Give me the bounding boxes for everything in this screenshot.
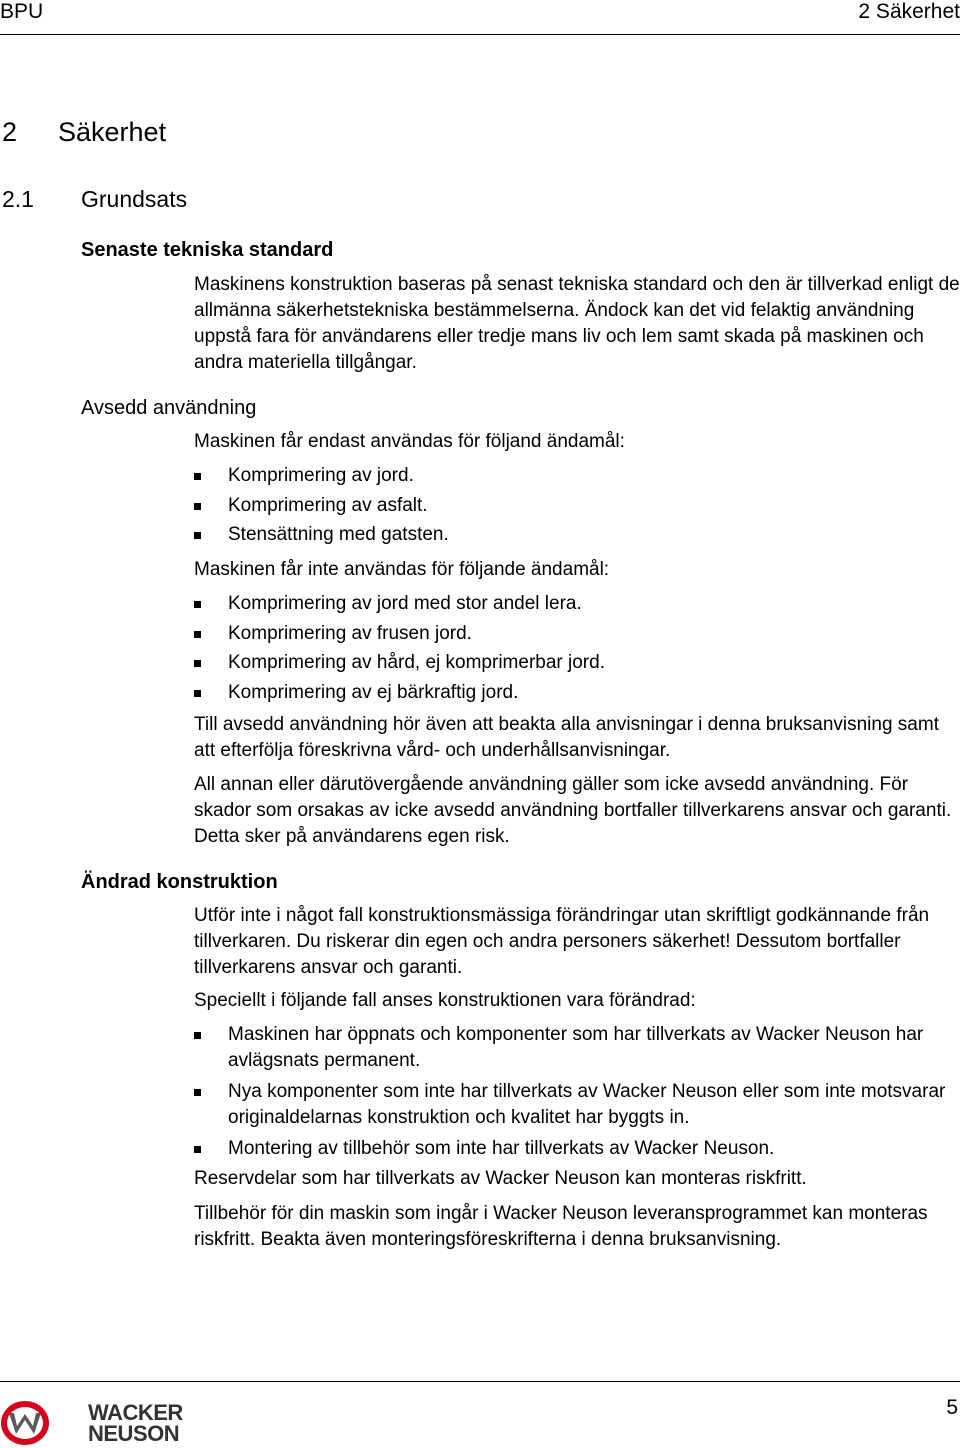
list-item: Nya komponenter som inte har tillverkats av Wacker Neuson eller som inte motsvarar originaldelarnas konstruktion och kvalitet har byggts in.: [194, 1079, 960, 1131]
heading-state-of-art: Senaste tekniska standard: [81, 239, 334, 261]
bullet-square-icon: [194, 1146, 201, 1153]
modification-para-3: Tillbehör för din maskin som ingår i Wacker Neuson leveransprogrammet kan monteras riskfritt. Beakta även monteringsföreskrifterna i denna bruksanvisning.: [194, 1203, 928, 1250]
heading-intended-use: Avsedd användning: [81, 397, 257, 419]
state-of-art-body: Maskinens konstruktion baseras på senast tekniska standard och den är tillverkad enligt de allmänna säkerhetstekniska bestämmelserna. Ändock kan det vid felaktig användning uppstå fara för användarens eller tredje mans liv och lem samt skada på maskinen och andra materiella tillgångar.: [194, 274, 960, 373]
list-item: Maskinen har öppnats och komponenter som har tillverkats av Wacker Neuson har avlägsnats permanent.: [194, 1022, 960, 1074]
intended-use-para-1: Till avsedd användning hör även att beakta alla anvisningar i denna bruksanvisning samt att efterfölja föreskrivna vård- och underhållsanvisningar.: [194, 714, 939, 761]
bullet-square-icon: [194, 503, 201, 510]
chapter-title: [2, 114, 166, 150]
section-text: Grundsats: [81, 186, 188, 212]
list-item: Komprimering av ej bärkraftig jord.: [194, 678, 960, 708]
modification-para-1: Utför inte i något fall konstruktionsmässiga förändringar utan skriftligt godkännande från tillverkaren. Du riskerar din egen och andra personers säkerhet! Dessutom bortfaller tillverkarens ansvar och garanti.: [194, 905, 930, 978]
bullet-square-icon: [194, 532, 201, 539]
wacker-neuson-w-logo-icon: [0, 1400, 50, 1446]
forbidden-intro: Maskinen får inte användas för följande ändamål:: [194, 559, 610, 580]
header-doc-code: BPU: [0, 0, 44, 23]
list-item: Komprimering av hård, ej komprimerbar jord.: [194, 648, 960, 678]
allowed-intro: Maskinen får endast användas för följand ändamål:: [194, 431, 625, 452]
bullet-square-icon: [194, 601, 201, 608]
bullet-square-icon: [194, 1032, 201, 1039]
modification-case-list: [194, 1022, 960, 1167]
bullet-square-icon: [194, 690, 201, 697]
modification-para-2: Reservdelar som har tillverkats av Wacker Neuson kan monteras riskfritt.: [194, 1168, 807, 1189]
section-number: 2.1: [2, 186, 34, 212]
bullet-square-icon: [194, 631, 201, 638]
forbidden-list: [194, 589, 960, 707]
list-item: Komprimering av jord.: [194, 461, 960, 491]
bullet-square-icon: [194, 660, 201, 667]
list-item: Komprimering av jord med stor andel lera.: [194, 589, 960, 619]
chapter-number: 2: [2, 117, 18, 147]
brand-logo: [0, 1400, 183, 1446]
modification-intro: Speciellt i följande fall anses konstruktionen vara förändrad:: [194, 990, 696, 1011]
list-item: Komprimering av asfalt.: [194, 491, 960, 521]
bullet-square-icon: [194, 1089, 201, 1096]
brand-wordmark: WACKER NEUSON: [88, 1400, 183, 1446]
page-number: 5: [946, 1396, 958, 1419]
header-divider: [0, 34, 960, 35]
allowed-list: [194, 461, 960, 550]
section-title: [2, 184, 187, 214]
bullet-square-icon: [194, 473, 201, 480]
footer-divider: [0, 1381, 960, 1382]
chapter-text: Säkerhet: [58, 117, 167, 147]
list-item: Stensättning med gatsten.: [194, 520, 960, 550]
list-item: Komprimering av frusen jord.: [194, 619, 960, 649]
header-chapter-ref: 2 Säkerhet: [858, 0, 960, 23]
list-item: Montering av tillbehör som inte har tillverkats av Wacker Neuson.: [194, 1136, 960, 1162]
heading-modification: Ändrad konstruktion: [81, 871, 278, 893]
intended-use-para-2: All annan eller därutövergående användning gäller som icke avsedd användning. För skador som orsakas av icke avsedd användning bortfaller tillverkarens ansvar och garanti. Detta sker på användarens egen risk.: [194, 774, 952, 847]
